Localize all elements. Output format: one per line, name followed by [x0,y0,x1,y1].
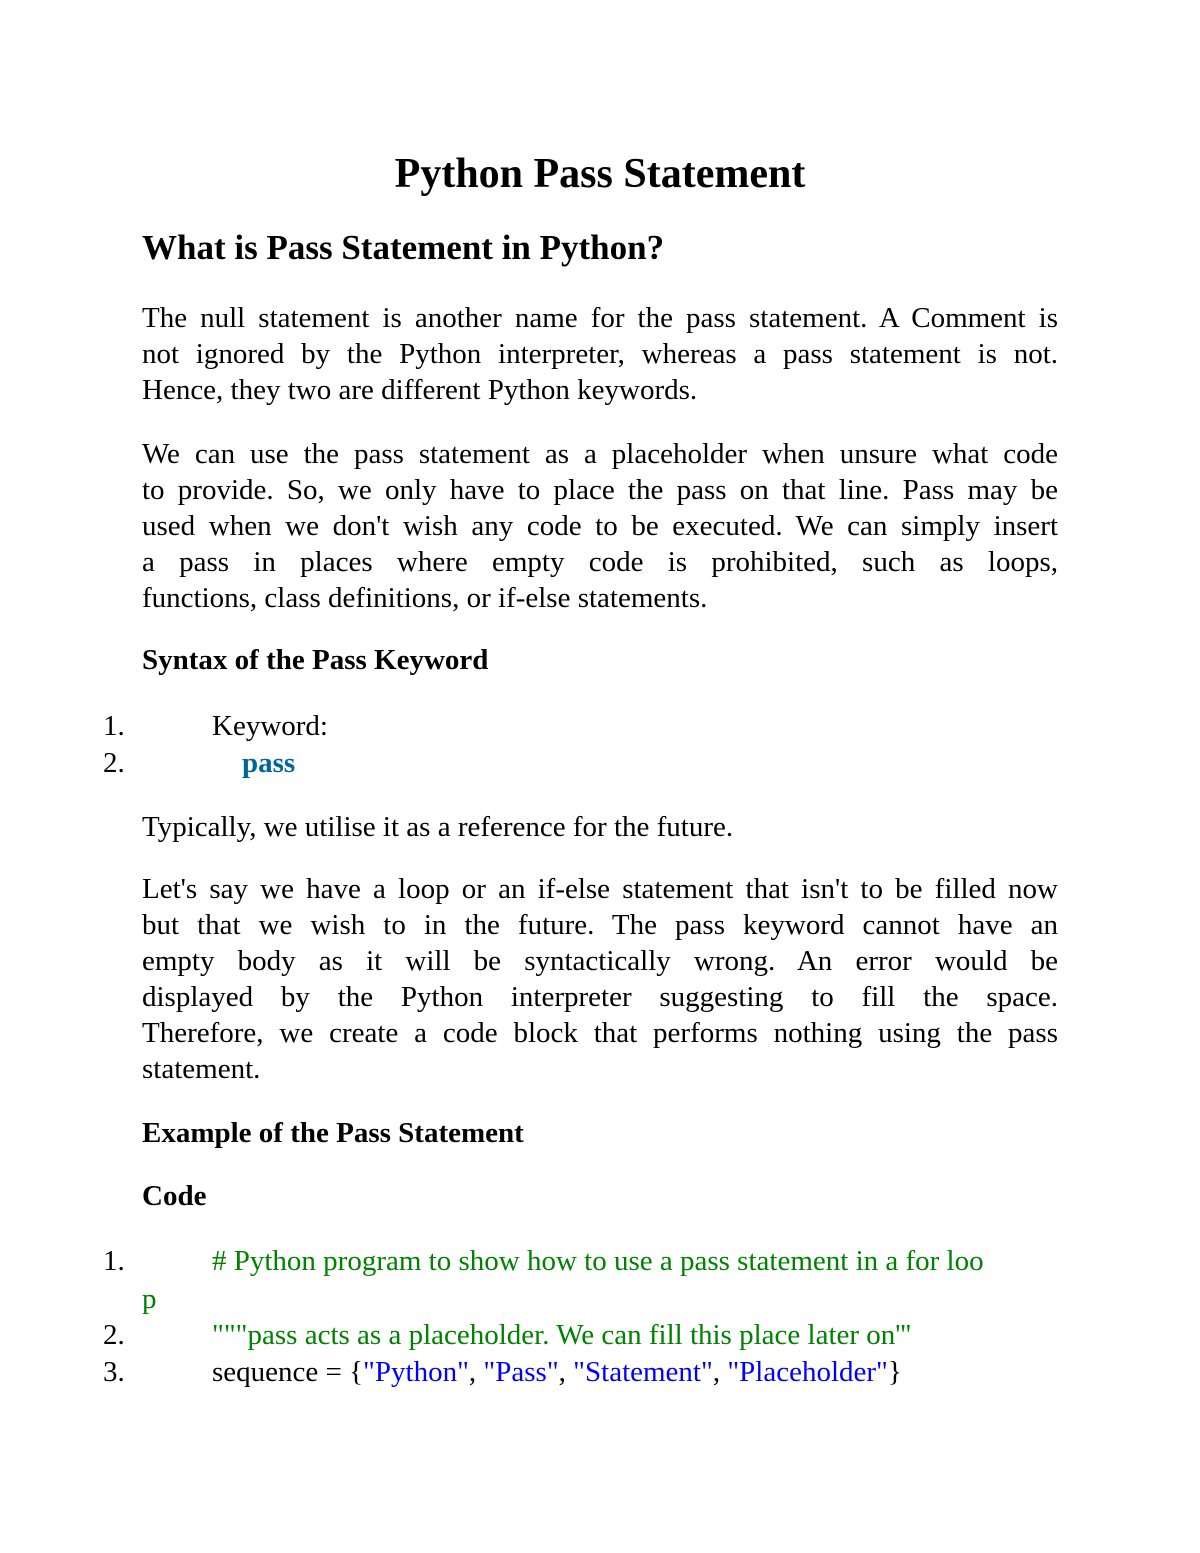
code-comment: p [142,1283,157,1315]
section-heading: What is Pass Statement in Python? [142,228,665,267]
code-heading: Code [142,1180,207,1212]
text-line: used when we don't wish any code to be executed. We can simply insert [142,510,1058,542]
text-line: Hence, they two are different Python keywords. [142,374,698,406]
code-string: "Python" [363,1356,469,1388]
intro-paragraph [142,300,1058,408]
list-number: 2. [103,747,125,779]
code-text: } [887,1356,902,1388]
text-line: displayed by the Python interpreter suggesting to fill the space. [142,981,1058,1013]
code-docstring: """pass acts as a placeholder. We can fill this place later on''' [212,1319,911,1351]
code-string: "Statement" [573,1356,713,1388]
typically-paragraph [142,809,1058,845]
code-string: "Placeholder" [727,1356,888,1388]
list-number: 1. [103,710,125,742]
code-text: , [468,1356,484,1388]
code-statement [212,1354,902,1390]
text-line: empty body as it will be syntactically wrong. An error would be [142,945,1058,977]
text-line: Let's say we have a loop or an if-else statement that isn't to be filled now [142,873,1058,905]
text-line: functions, class definitions, or if-else statements. [142,582,708,614]
list-number: 1. [103,1245,125,1277]
placeholder-paragraph [142,436,1058,616]
code-text: sequence = { [212,1356,364,1388]
code-comment: # Python program to show how to use a pass statement in a for loo [212,1245,984,1277]
page-title: Python Pass Statement [394,151,806,197]
text-line: Typically, we utilise it as a reference for the future. [142,811,734,843]
code-text: , [558,1356,574,1388]
code-text: Keyword: [212,710,328,742]
text-line: a pass in places where empty code is prohibited, such as loops, [142,546,1058,578]
code-text: , [712,1356,728,1388]
list-number: 3. [103,1356,125,1388]
list-number: 2. [103,1319,125,1351]
text-line: to provide. So, we only have to place the pass on that line. Pass may be [142,474,1058,506]
text-line: statement. [142,1053,261,1085]
example-heading: Example of the Pass Statement [142,1117,524,1149]
pass-keyword: pass [242,747,296,779]
text-line: Therefore, we create a code block that performs nothing using the pass [142,1017,1058,1049]
text-line: We can use the pass statement as a placeholder when unsure what code [142,438,1058,470]
text-line: but that we wish to in the future. The pass keyword cannot have an [142,909,1058,941]
text-line: not ignored by the Python interpreter, whereas a pass statement is not. [142,338,1058,370]
syntax-heading: Syntax of the Pass Keyword [142,644,489,676]
code-string: "Pass" [483,1356,559,1388]
text-line: The null statement is another name for the pass statement. A Comment is [142,302,1058,334]
loop-paragraph [142,871,1058,1087]
